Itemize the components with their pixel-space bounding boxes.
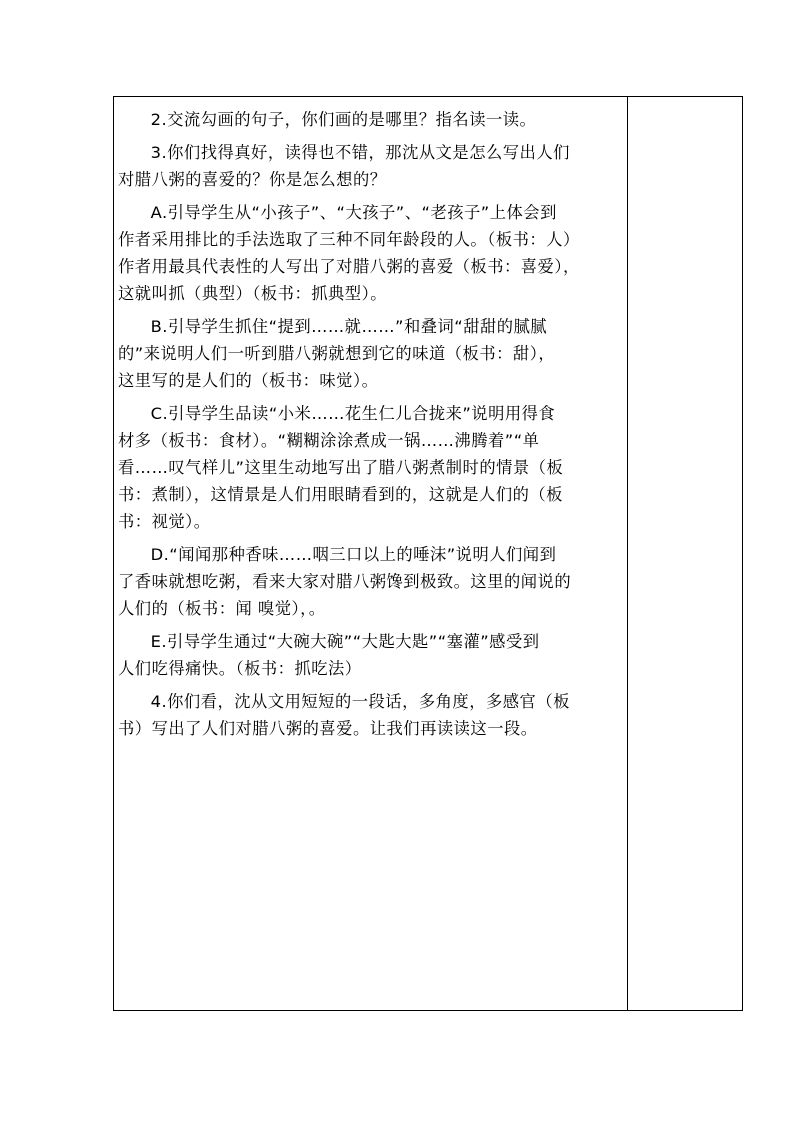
lesson-table [113, 96, 743, 1011]
text-line: 作者用最具代表性的人写出了对腊八粥的喜爱（板书：喜爱）， [118, 257, 580, 276]
lesson-paragraph [118, 106, 624, 133]
text-line: 的”来说明人们一听到腊八粥就想到它的味道（板书：甜）， [118, 344, 556, 363]
text-line: 书）写出了人们对腊八粥的喜爱。让我们再读读这一段。 [118, 719, 538, 738]
lesson-paragraph [118, 139, 624, 193]
text-line: D.“闻闻那种香味……咽三口以上的唾沫”说明人们闻到 [150, 545, 557, 564]
text-line: 这就叫抓（典型）（板书：抓典型）。 [118, 284, 387, 303]
text-line: 书：煮制），这情景是人们用眼睛看到的，这就是人们的（板 [118, 485, 563, 504]
lesson-paragraph [118, 628, 624, 682]
lesson-content-cell [118, 97, 624, 742]
text-line: 材多（板书：食材）。“糊糊涂涂煮成一锅……沸腾着”“单 [118, 431, 540, 450]
text-line: E.引导学生通过“大碗大碗”“大匙大匙”“塞灌”感受到 [150, 632, 540, 651]
text-line: 书：视觉）。 [118, 512, 211, 531]
text-line: A.引导学生从“小孩子”、“大孩子”、“老孩子”上体会到 [150, 203, 557, 222]
text-line: 3.你们找得真好，读得也不错，那沈从文是怎么写出人们 [150, 143, 570, 162]
text-line: 这里写的是人们的（板书：味觉）。 [118, 371, 379, 390]
lesson-paragraph [118, 400, 624, 535]
text-line: 人们吃得痛快。（板书：抓吃法） [118, 659, 362, 678]
text-line: C.引导学生品读“小米……花生仁儿合拢来”说明用得食 [150, 404, 556, 423]
text-line: B.引导学生抓住“提到……就……”和叠词“甜甜的腻腻 [150, 317, 548, 336]
text-line: 人们的（板书：闻 嗅觉），。 [118, 599, 326, 618]
lesson-paragraph [118, 541, 624, 622]
text-line: 对腊八粥的喜爱的？你是怎么想的？ [118, 170, 387, 189]
lesson-paragraph [118, 313, 624, 394]
text-line: 作者采用排比的手法选取了三种不同年龄段的人。（板书：人） [118, 230, 580, 249]
notes-cell [628, 97, 742, 1010]
text-line: 了香味就想吃粥，看来大家对腊八粥馋到极致。这里的闻说的 [118, 572, 572, 591]
text-line: 看……叹气样儿”这里生动地写出了腊八粥煮制时的情景（板 [118, 458, 564, 477]
lesson-paragraph [118, 199, 624, 307]
text-line: 2.交流勾画的句子，你们画的是哪里？指名读一读。 [150, 110, 537, 129]
text-line: 4.你们看，沈从文用短短的一段话，多角度，多感官（板 [150, 692, 570, 711]
lesson-paragraph [118, 688, 624, 742]
